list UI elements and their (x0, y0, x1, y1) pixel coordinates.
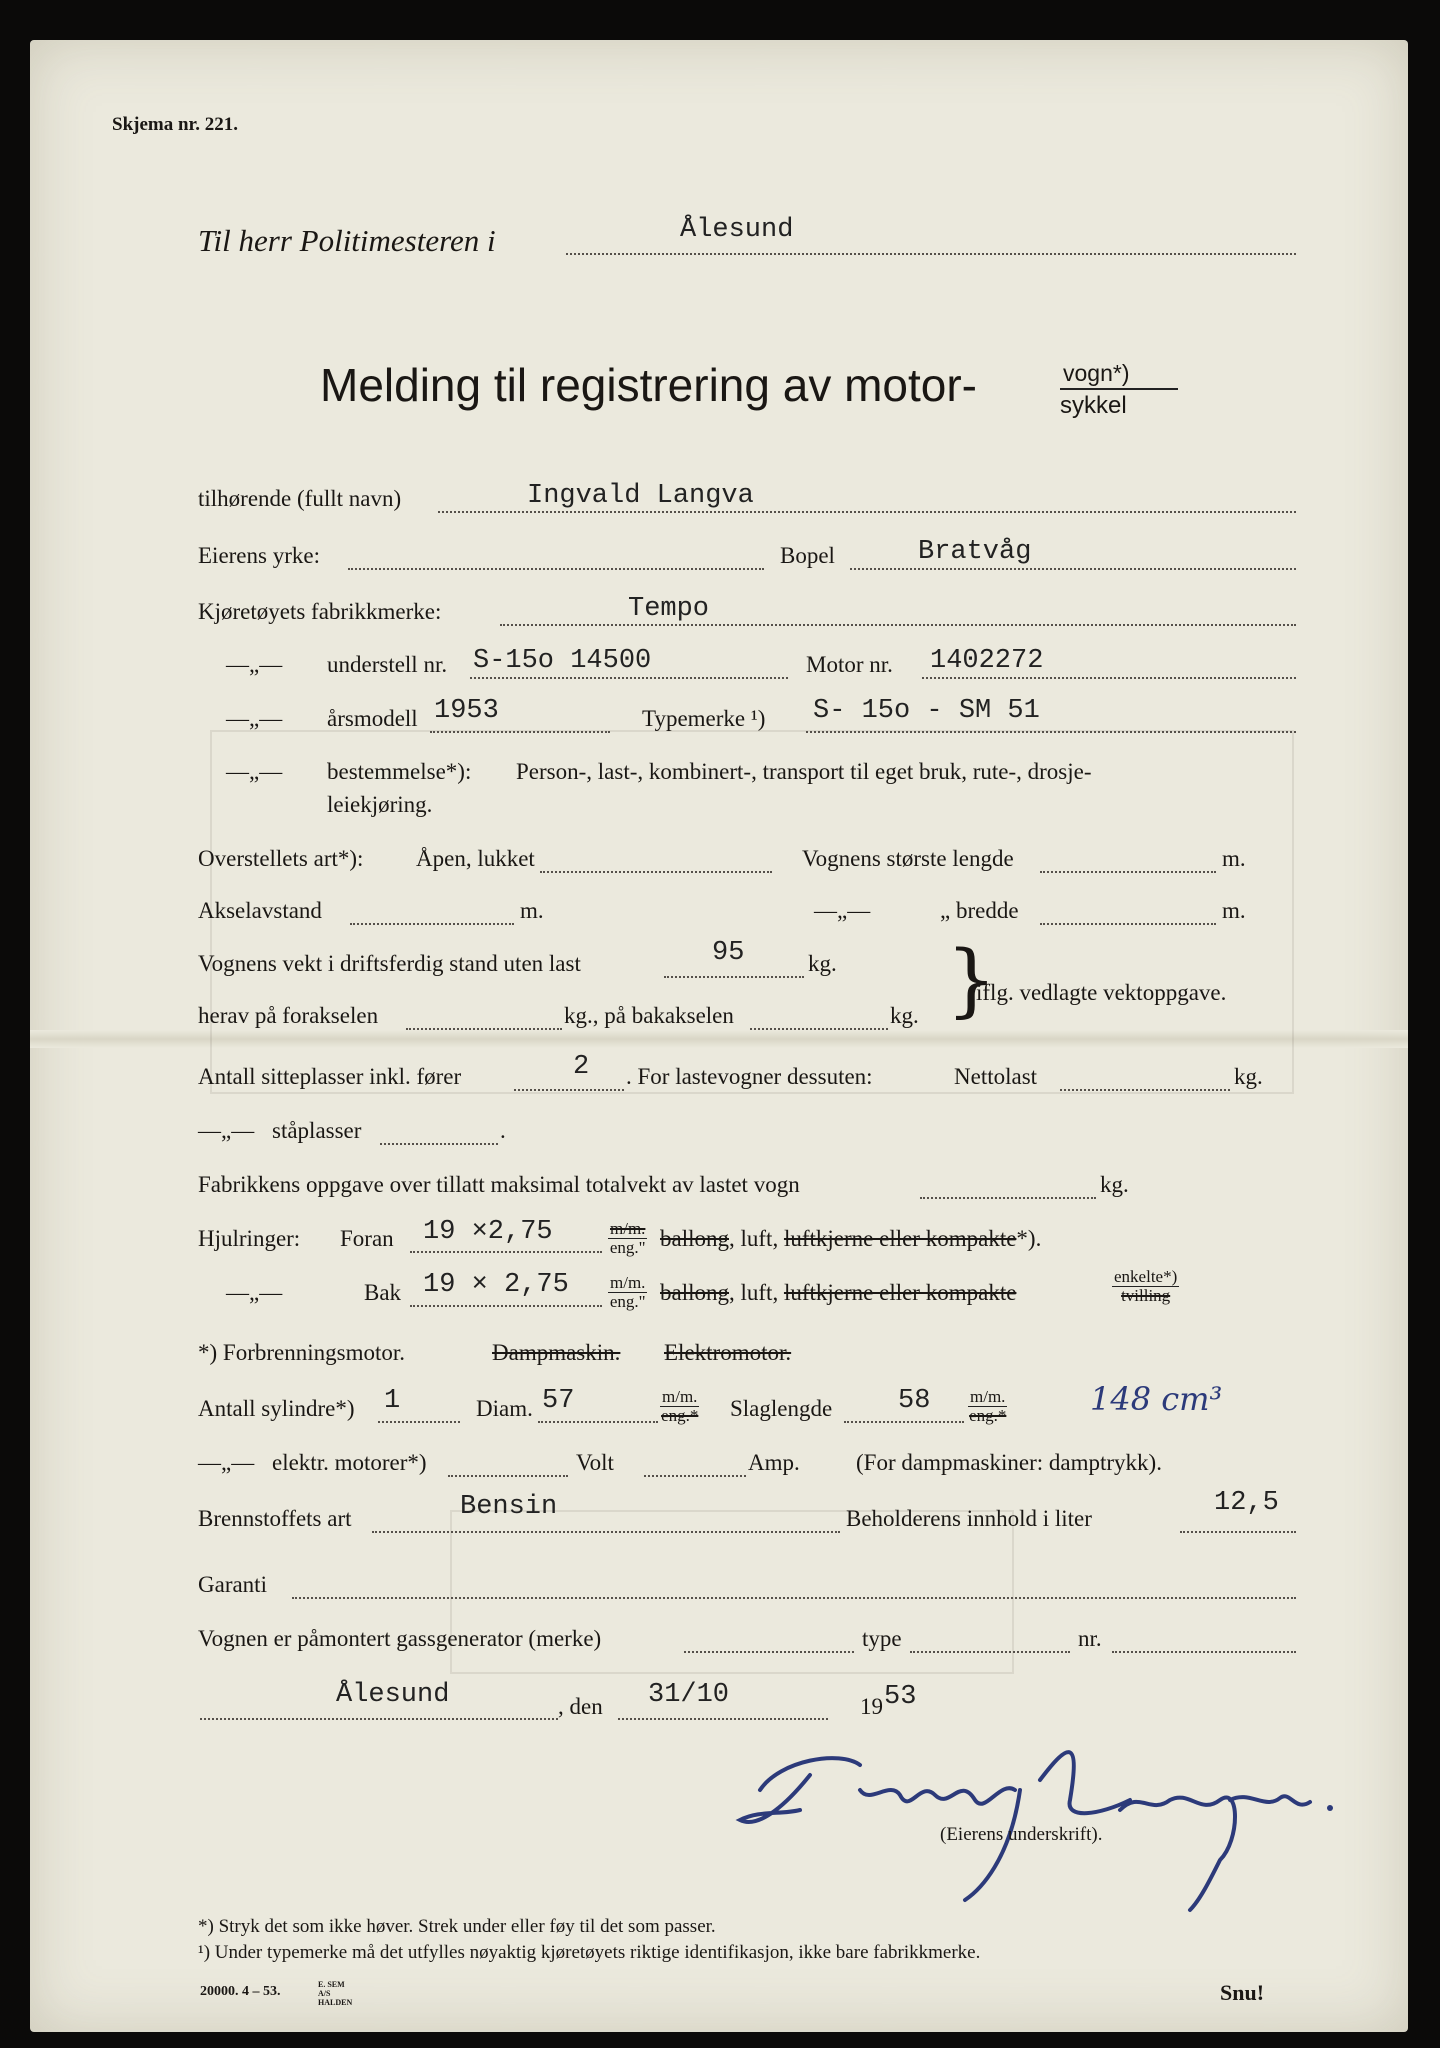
body-type-line (540, 871, 772, 873)
purpose-options: Person-, last-, kombinert-, transport til eget bruk, rute-, drosje- (516, 759, 1092, 784)
place-line (200, 1718, 558, 1720)
net-load-line (1060, 1089, 1230, 1091)
form-number: Skjema nr. 221. (112, 114, 238, 135)
max-length-label: Vognens største lengde (802, 846, 1014, 871)
form-paper (30, 40, 1408, 2032)
width-line (1040, 923, 1216, 925)
type-mark-value: S- 15o - SM 51 (813, 696, 1040, 726)
owner-signature (720, 1720, 1360, 1920)
chassis-line (470, 677, 788, 679)
tyres-label: Hjulringer: (198, 1226, 301, 1251)
print-info: 20000. 4 – 53. (200, 1984, 281, 1999)
body-type-label: Overstellets art*): (198, 846, 364, 871)
weight-label: Vognens vekt i driftsferdig stand uten last (198, 951, 581, 976)
ditto-mark: —„— (226, 706, 283, 731)
motor-line (922, 677, 1296, 679)
printer-info: E. SEM A/S HALDEN (318, 1980, 353, 2007)
air-option: , luft, (729, 1226, 779, 1251)
seats-label: Antall sitteplasser inkl. fører (198, 1064, 462, 1089)
date-label: , den (558, 1694, 603, 1719)
gas-generator-label: Vognen er påmontert gassgenerator (merke) (198, 1626, 602, 1651)
addressee-value: Ålesund (680, 215, 794, 245)
ditto-mark: —„— (226, 1280, 283, 1305)
fuel-value: Bensin (460, 1492, 558, 1522)
volt-line (644, 1475, 746, 1477)
engine-electric: Elektromotor. (664, 1340, 792, 1365)
front-axle-label: herav på forakselen (198, 1003, 379, 1028)
balloon-option: ballong (660, 1226, 729, 1251)
diameter-unit: m/m. eng.* (661, 1387, 699, 1425)
gas-generator-type-label: type (862, 1626, 902, 1651)
gas-generator-type-line (910, 1651, 1070, 1653)
front-axle-line (406, 1028, 562, 1030)
occupation-line (348, 568, 764, 570)
place-value: Ålesund (336, 1680, 450, 1710)
model-year-value: 1953 (434, 696, 499, 726)
volt-label: Volt (576, 1450, 614, 1475)
motor-label: Motor nr. (806, 652, 893, 677)
diameter-line (538, 1421, 658, 1423)
max-length-unit: m. (1222, 846, 1246, 871)
max-total-line (920, 1197, 1096, 1199)
ditto-mark: —„— (198, 1118, 255, 1143)
standing-end: . (500, 1118, 506, 1143)
cylinders-line (378, 1421, 460, 1423)
stroke-label: Slaglengde (730, 1396, 833, 1421)
purpose-label: bestemmelse*): (327, 759, 472, 784)
model-year-line (430, 731, 610, 733)
weight-value: 95 (712, 938, 745, 968)
brace-mark: } (946, 933, 997, 1026)
ditto-mark: —„— (198, 1450, 255, 1475)
net-load-unit: kg. (1234, 1064, 1263, 1089)
model-year-label: årsmodell (327, 706, 418, 731)
residence-label: Bopel (780, 543, 835, 568)
rear-axle-line (750, 1028, 888, 1030)
make-value: Tempo (628, 594, 710, 624)
tyres-rear-value: 19 × 2,75 (423, 1270, 569, 1300)
gas-generator-nr-label: nr. (1078, 1626, 1102, 1651)
chassis-value: S-15o 14500 (473, 646, 652, 676)
tyres-front-line (410, 1251, 602, 1253)
owner-value: Ingvald Langva (527, 481, 754, 511)
diameter-label: Diam. (476, 1396, 533, 1421)
footnote-1: *) Stryk det som ikke høver. Strek under eller føy til det som passer. (198, 1916, 716, 1937)
make-line (500, 624, 1296, 626)
rear-axle-label: kg., på bakakselen (564, 1003, 734, 1028)
tyres-rear-label: Bak (364, 1280, 402, 1305)
footnote-2: ¹) Under typemerke må det utfylles nøyaktig kjøretøyets riktige identifikasjon, ikke bare fabrikkmerke. (198, 1942, 981, 1963)
amp-label: Amp. (748, 1450, 800, 1475)
gas-generator-line (684, 1651, 854, 1653)
tyres-front-unit: m/m. eng." (609, 1219, 646, 1257)
title-option-sykkel: sykkel (1060, 392, 1127, 419)
displacement-note: 148 cm³ (1090, 1380, 1223, 1418)
seats-note: . For lastevogner dessuten: (626, 1064, 873, 1089)
residence-line (850, 568, 1296, 570)
residence-value: Bratvåg (918, 537, 1032, 567)
chassis-label: understell nr. (327, 652, 448, 677)
date-value: 31/10 (648, 1680, 730, 1710)
tank-label: Beholderens innhold i liter (846, 1506, 1092, 1531)
standing-line (380, 1143, 498, 1145)
ditto-mark: —„— (814, 898, 871, 923)
tyres-rear-unit: m/m. eng." (609, 1273, 646, 1311)
turn-over-note: Snu! (1220, 1980, 1265, 2005)
fuel-label: Brennstoffets art (198, 1506, 352, 1531)
tyres-front-types (660, 1226, 1041, 1252)
weight-note: iflg. vedlagte vektoppgave. (976, 980, 1227, 1005)
electric-motors-label: elektr. motorer*) (272, 1450, 427, 1475)
engine-kind-label: *) Forbrenningsmotor. (198, 1340, 405, 1365)
tank-value: 12,5 (1214, 1488, 1279, 1518)
guarantee-line (292, 1597, 1296, 1599)
body-type-value: Åpen, lukket (416, 846, 535, 871)
type-mark-line (806, 731, 1296, 733)
tyres-rear-line (410, 1305, 602, 1307)
make-label: Kjøretøyets fabrikkmerke: (198, 599, 442, 624)
standing-label: ståplasser (272, 1118, 362, 1143)
stroke-unit: m/m. eng.* (969, 1387, 1007, 1425)
solid-option: luftkjerne eller kompakte (783, 1280, 1017, 1305)
owner-line (438, 511, 1296, 513)
weight-line (664, 976, 804, 978)
stroke-value: 58 (898, 1386, 931, 1416)
diameter-value: 57 (542, 1386, 575, 1416)
seats-value: 2 (573, 1052, 590, 1082)
ditto-mark: —„— (226, 759, 283, 784)
title-option-vogn: vogn*) (1063, 360, 1130, 386)
tank-line (1180, 1531, 1296, 1533)
stroke-line (844, 1421, 964, 1423)
engine-steam: Dampmaskin. (492, 1340, 621, 1365)
net-load-label: Nettolast (954, 1064, 1038, 1089)
tyres-end: *). (1016, 1226, 1042, 1251)
form-title: Melding til registrering av motor- (320, 359, 978, 411)
balloon-option: ballong (660, 1280, 729, 1305)
tyres-front-value: 19 ×2,75 (423, 1217, 553, 1247)
wheelbase-unit: m. (520, 898, 544, 923)
max-total-unit: kg. (1100, 1172, 1129, 1197)
addressee-label: Til herr Politimesteren i (198, 223, 496, 258)
cylinders-value: 1 (384, 1386, 401, 1416)
signature-caption: (Eierens underskrift). (940, 1824, 1103, 1845)
electric-motors-line (448, 1475, 568, 1477)
ditto-mark: —„— (226, 652, 283, 677)
owner-label: tilhørende (fullt navn) (198, 486, 402, 511)
tyres-rear-mount: enkelte*) tvilling (1114, 1267, 1178, 1305)
seats-line (514, 1089, 624, 1091)
year-value: 53 (884, 1682, 917, 1712)
wheelbase-label: Akselavstand (198, 898, 322, 923)
fuel-line (372, 1531, 840, 1533)
tyres-front-label: Foran (340, 1226, 394, 1251)
purpose-options-cont: leiekjøring. (327, 792, 433, 817)
addressee-line (566, 253, 1296, 255)
air-option: , luft, (729, 1280, 779, 1305)
steam-pressure-note: (For dampmaskiner: damptrykk). (856, 1450, 1162, 1475)
motor-value: 1402272 (930, 646, 1044, 676)
year-prefix: 19 (860, 1694, 883, 1719)
type-mark-label: Typemerke ¹) (642, 706, 766, 731)
tyres-rear-types (660, 1280, 1016, 1306)
occupation-label: Eierens yrke: (198, 543, 320, 568)
cylinders-label: Antall sylindre*) (198, 1396, 355, 1421)
width-label: „ bredde (940, 898, 1019, 923)
gas-generator-nr-line (1112, 1651, 1296, 1653)
weight-unit: kg. (808, 951, 837, 976)
max-total-label: Fabrikkens oppgave over tillatt maksimal totalvekt av lastet vogn (198, 1172, 800, 1197)
guarantee-label: Garanti (198, 1572, 267, 1597)
title-divider (1060, 388, 1178, 390)
solid-option: luftkjerne eller kompakte (783, 1226, 1017, 1251)
rear-axle-unit: kg. (890, 1003, 919, 1028)
max-length-line (1040, 871, 1216, 873)
width-unit: m. (1222, 898, 1246, 923)
wheelbase-line (350, 923, 514, 925)
